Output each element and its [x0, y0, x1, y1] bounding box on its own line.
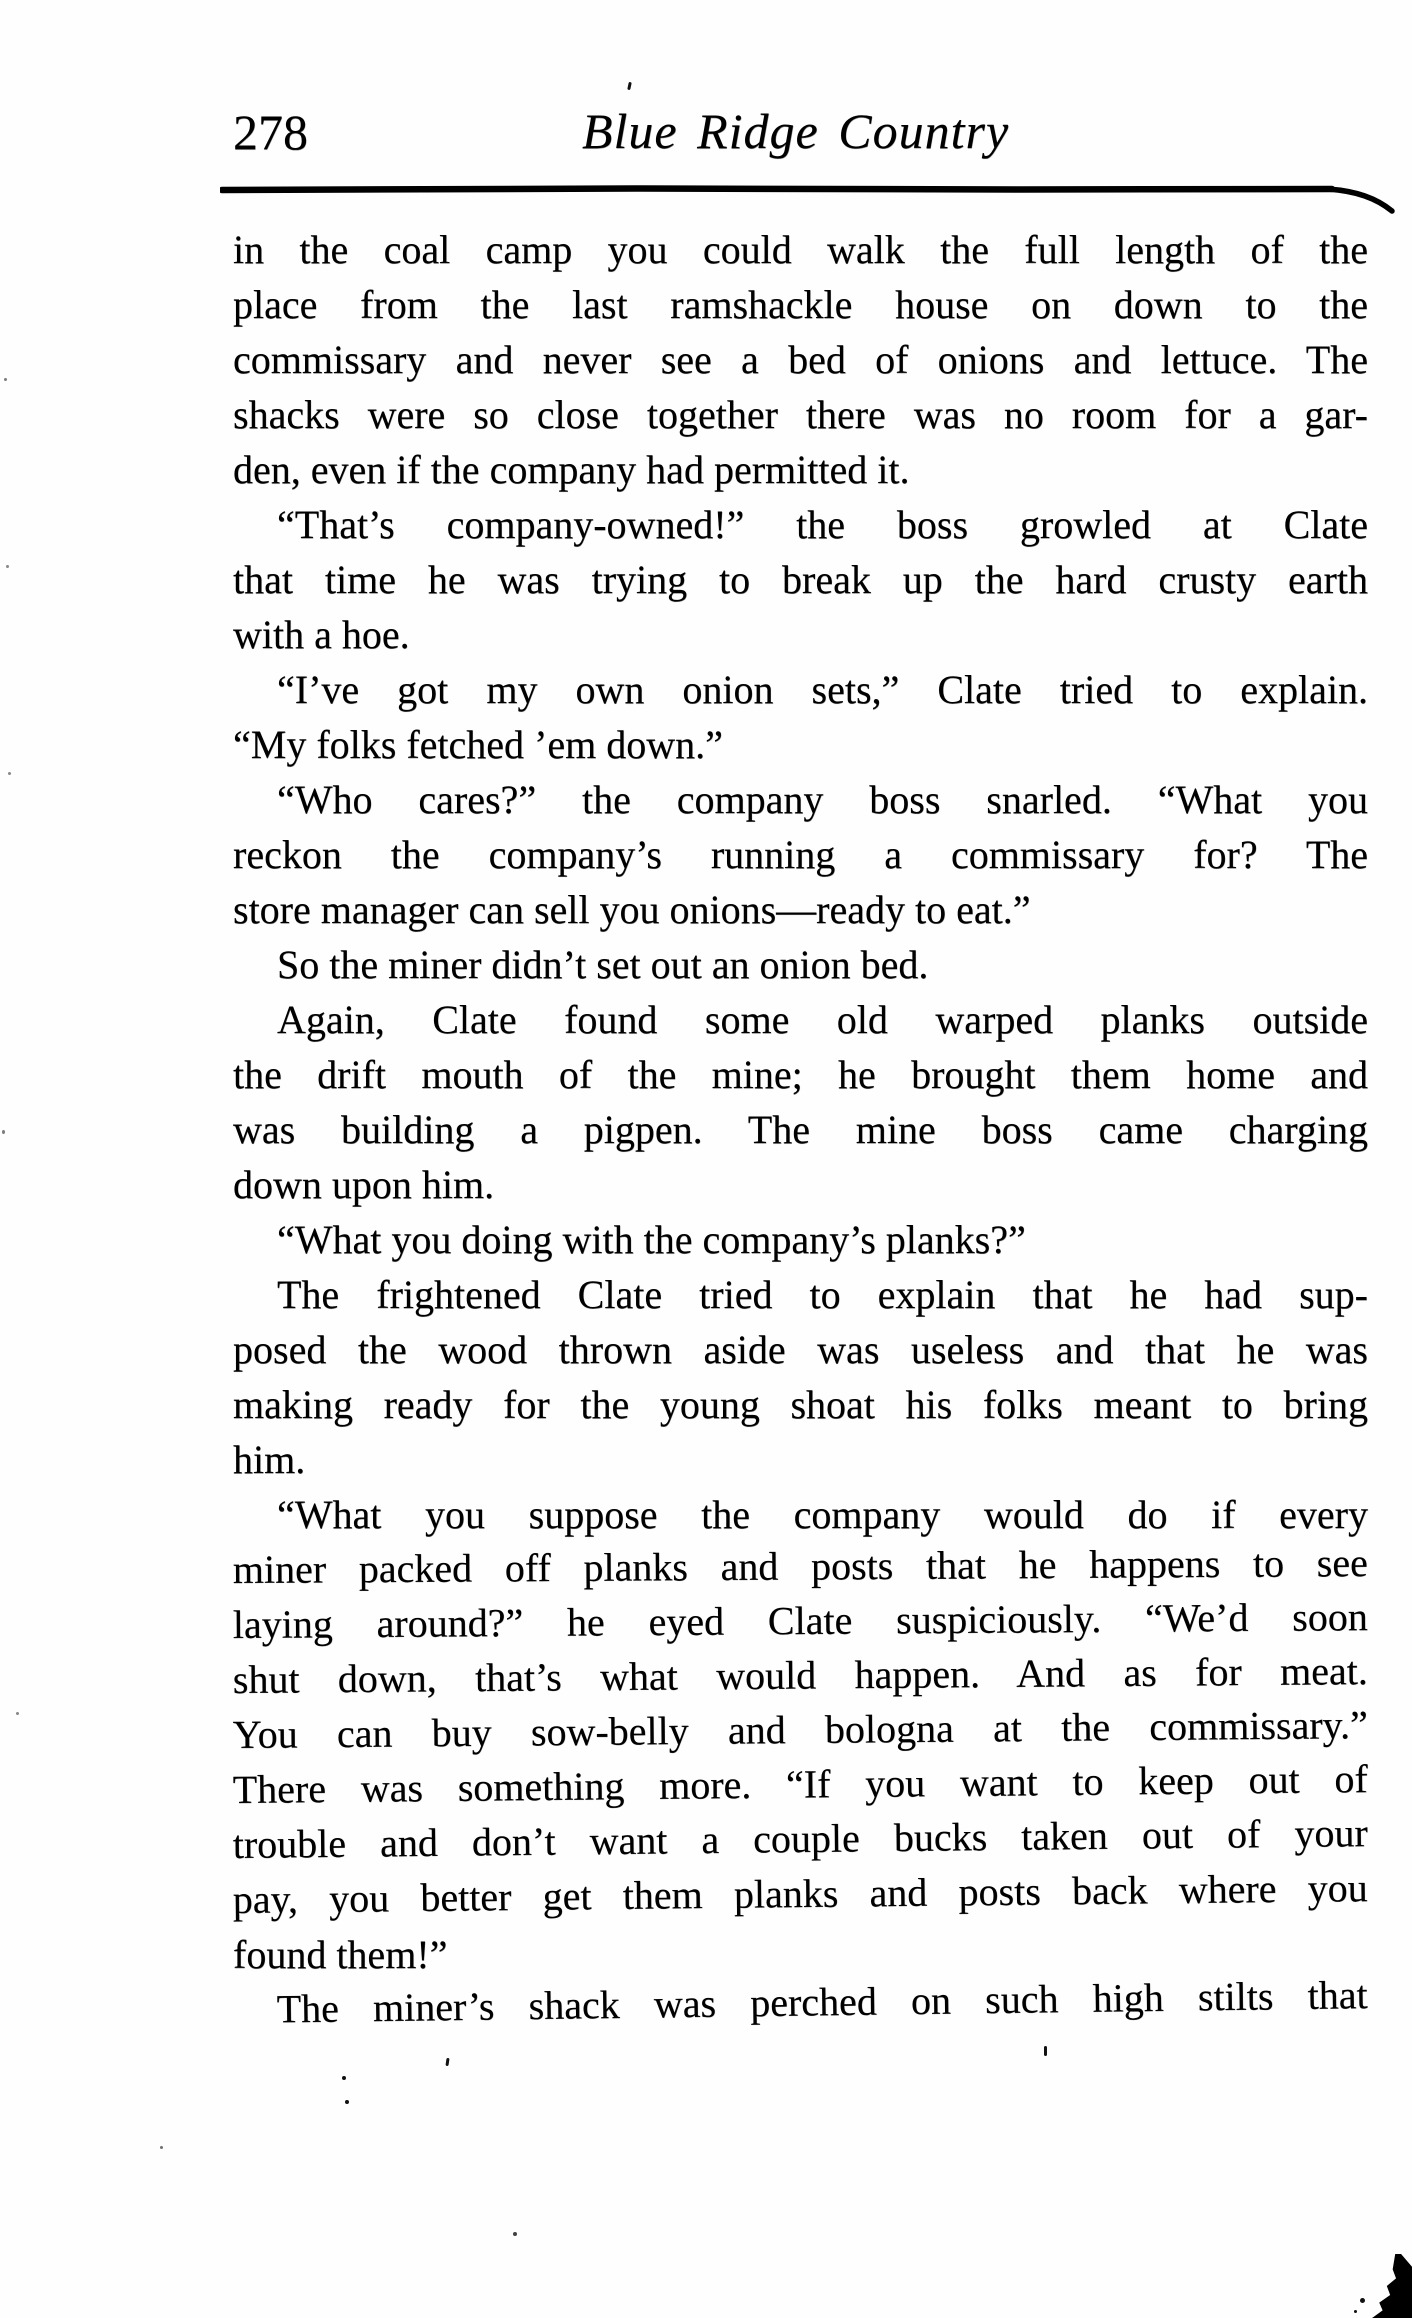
text-line: making ready for the young shoat his folks meant to bring: [233, 1382, 1368, 1427]
text-line: “What you suppose the company would do if every: [277, 1492, 1368, 1537]
text-line: was building a pigpen. The mine boss came charging: [233, 1107, 1368, 1152]
text-line: “That’s company-owned!” the boss growled at Clate: [277, 502, 1368, 547]
scan-speck: [513, 2232, 517, 2236]
text-line: There was something more. “If you want to keep out of: [232, 1756, 1368, 1813]
page-number: 278: [233, 104, 308, 160]
scan-speck: [342, 2076, 346, 2080]
text-line: miner packed off planks and posts that he happens to see: [232, 1540, 1368, 1593]
text-line: reckon the company’s running a commissary for? The: [233, 832, 1368, 877]
scan-speck: [445, 2058, 449, 2066]
text-line: down upon him.: [233, 1162, 495, 1207]
text-line: trouble and don’t want a couple bucks taken out of your: [232, 1810, 1368, 1868]
text-line: “What you doing with the company’s planks?”: [277, 1217, 1026, 1262]
text-line: The frightened Clate tried to explain that he had sup-: [277, 1272, 1368, 1317]
scan-speck: [8, 772, 11, 775]
text-line: store manager can sell you onions—ready to eat.”: [233, 887, 1031, 932]
scan-speck: [4, 378, 7, 381]
text-line: “Who cares?” the company boss snarled. “What you: [277, 777, 1368, 822]
text-line: place from the last ramshackle house on down to the: [233, 282, 1368, 327]
text-line: the drift mouth of the mine; he brought them home and: [233, 1052, 1368, 1097]
text-line: laying around?” he eyed Clate suspiciously. “We’d soon: [232, 1594, 1368, 1648]
text-line: shacks were so close together there was no room for a gar-: [233, 392, 1368, 437]
text-line: den, even if the company had permitted it.: [233, 447, 910, 492]
body-text: [233, 222, 1368, 2037]
scan-speck: [627, 82, 632, 90]
text-line: that time he was trying to break up the hard crusty earth: [233, 557, 1368, 602]
text-line: pay, you better get them planks and posts back where you: [232, 1865, 1368, 1923]
scan-speck: [1044, 2046, 1047, 2056]
header-rule: [220, 182, 1410, 222]
scan-speck: [1360, 2298, 1365, 2303]
scan-speck: [160, 2146, 163, 2149]
scan-speck: [2, 1130, 5, 1134]
text-line: The miner’s shack was perched on such high stilts that: [276, 1972, 1368, 2032]
text-line: him.: [233, 1437, 306, 1482]
text-line: in the coal camp you could walk the full length of the: [233, 227, 1368, 272]
text-line: “I’ve got my own onion sets,” Clate tried to explain.: [277, 667, 1368, 712]
scan-speck: [1354, 2310, 1357, 2313]
text-line: So the miner didn’t set out an onion bed.: [277, 942, 929, 987]
text-line: You can buy sow-belly and bologna at the commissary.”: [232, 1702, 1368, 1758]
scan-speck: [6, 565, 9, 568]
running-title: Blue Ridge Country: [582, 103, 1010, 159]
text-line: “My folks fetched ’em down.”: [233, 722, 723, 767]
text-line: commissary and never see a bed of onions and lettuce. The: [233, 337, 1368, 382]
text-line: with a hoe.: [233, 612, 410, 657]
page-corner-shadow: [1370, 2254, 1412, 2318]
text-line: found them!”: [233, 1932, 448, 1977]
text-line: shut down, that’s what would happen. And as for meat.: [232, 1648, 1368, 1703]
scan-speck: [16, 1712, 19, 1715]
text-line: posed the wood thrown aside was useless and that he was: [233, 1327, 1368, 1372]
text-line: Again, Clate found some old warped planks outside: [277, 997, 1368, 1042]
scan-speck: [345, 2100, 349, 2104]
